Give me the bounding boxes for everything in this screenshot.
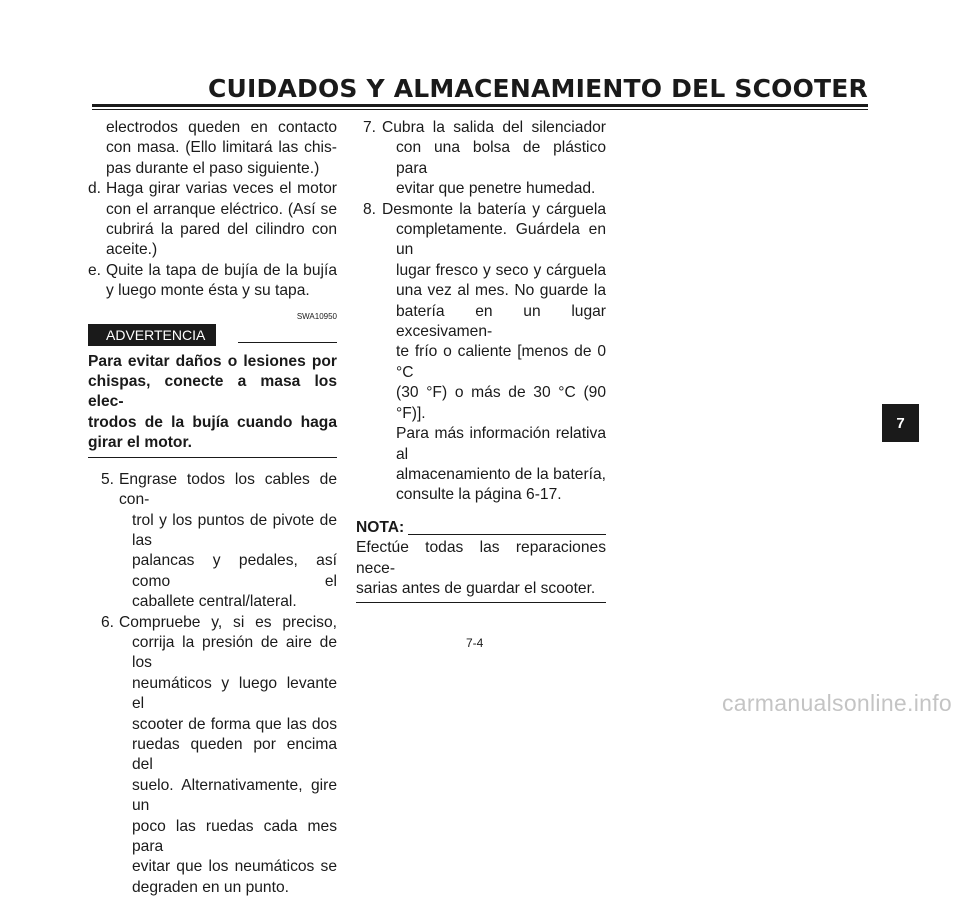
text-line: Quite la tapa de bujía de la bujía: [106, 261, 337, 279]
warning-code: SWA10950: [296, 311, 337, 321]
warning-badge: [88, 324, 216, 346]
list-item-e: [88, 261, 337, 281]
note-rule: [408, 534, 606, 535]
text-line: Haga girar varias veces el motor: [106, 180, 337, 198]
list-marker: 7.: [362, 119, 376, 136]
note-bottom-rule: [356, 602, 606, 603]
text-line: te frío o caliente [menos de 0 °C: [396, 343, 606, 381]
note-box: [356, 518, 606, 604]
text-line: completamente. Guárdela en un: [396, 221, 606, 259]
left-column: [88, 118, 337, 898]
text-line: electrodos queden en contacto: [106, 119, 337, 136]
page-title: CUIDADOS Y ALMACENAMIENTO DEL SCOOTER: [207, 74, 868, 103]
text-line: evitar que penetre humedad.: [396, 180, 596, 198]
text-line: almacenamiento de la batería,: [396, 465, 606, 483]
list-item-8: [356, 200, 606, 220]
text-line: consulte la página 6-17.: [396, 486, 562, 504]
warning-text: [88, 352, 337, 454]
text-line: caballete central/lateral.: [132, 593, 297, 611]
text-line: con el arranque eléctrico. (Así se: [106, 200, 337, 218]
header-rule-thin: [92, 109, 868, 110]
list-marker: 5.: [100, 470, 114, 488]
note-label: NOTA:: [356, 518, 405, 536]
text-line: Para más información relativa al: [396, 425, 606, 463]
list-item-6: [88, 613, 337, 633]
text-line: lugar fresco y seco y cárguela: [396, 261, 606, 279]
text-line: trodos de la bujía cuando haga: [88, 413, 337, 431]
warning-box: [88, 312, 337, 458]
text-line: scooter de forma que las dos: [132, 715, 337, 733]
text-line: trol y los puntos de pivote de las: [132, 511, 337, 549]
text-line: Compruebe y, si es preciso,: [119, 613, 337, 631]
text-line: aceite.): [106, 241, 158, 259]
text-line: Cubra la salida del silenciador: [382, 119, 606, 136]
text-line: corrija la presión de aire de los: [132, 633, 337, 672]
text-line: y luego monte ésta y su tapa.: [106, 282, 310, 300]
text-line: neumáticos y luego levante el: [132, 674, 337, 713]
watermark: carmanualsonline.info: [721, 690, 952, 716]
text-line: Para evitar daños o lesiones por: [88, 352, 337, 370]
header-rule: [92, 104, 868, 107]
text-line: cubrirá la pared del cilindro con: [106, 221, 337, 239]
text-line: palancas y pedales, así como el: [132, 552, 337, 590]
intro-paragraph: [88, 118, 337, 179]
text-line: suelo. Alternativamente, gire un: [132, 776, 337, 815]
text-line: (30 °F) o más de 30 °C (90 °F)].: [396, 384, 606, 422]
text-line: degraden en un punto.: [132, 878, 289, 896]
list-marker: 6.: [100, 613, 114, 631]
text-line: evitar que los neumáticos se: [132, 858, 337, 876]
text-line: chispas, conecte a masa los elec-: [88, 373, 337, 411]
numbered-list: [88, 470, 337, 898]
warning-rule: [238, 342, 337, 343]
text-line: una vez al mes. No guarde la: [396, 282, 606, 300]
text-line: Desmonte la batería y cárguela: [382, 200, 606, 218]
list-marker: d.: [88, 180, 102, 198]
chapter-tab: 7: [882, 404, 919, 442]
list-marker: e.: [88, 261, 102, 279]
warning-bottom-rule: [88, 457, 337, 458]
text-line: con una bolsa de plástico para: [396, 139, 606, 177]
list-item-7: [356, 118, 606, 138]
text-line: Efectúe todas las reparaciones nece-: [356, 539, 606, 577]
text-line: poco las ruedas cada mes para: [132, 817, 337, 855]
list-item-5: [88, 470, 337, 511]
warning-label: ADVERTENCIA: [106, 326, 206, 343]
text-line: batería en un lugar excesivamen-: [396, 302, 606, 341]
text-line: girar el motor.: [88, 434, 192, 452]
list-marker: 8.: [362, 200, 376, 218]
list-item-d: [88, 179, 337, 199]
right-column: [356, 118, 606, 603]
text-line: con masa. (Ello limitará las chis-: [106, 139, 337, 157]
text-line: ruedas queden por encima del: [132, 735, 337, 774]
text-line: pas durante el paso siguiente.): [106, 159, 320, 177]
text-line: sarias antes de guardar el scooter.: [356, 579, 596, 597]
text-line: Engrase todos los cables de con-: [119, 470, 337, 509]
page-number: 7-4: [466, 636, 484, 650]
